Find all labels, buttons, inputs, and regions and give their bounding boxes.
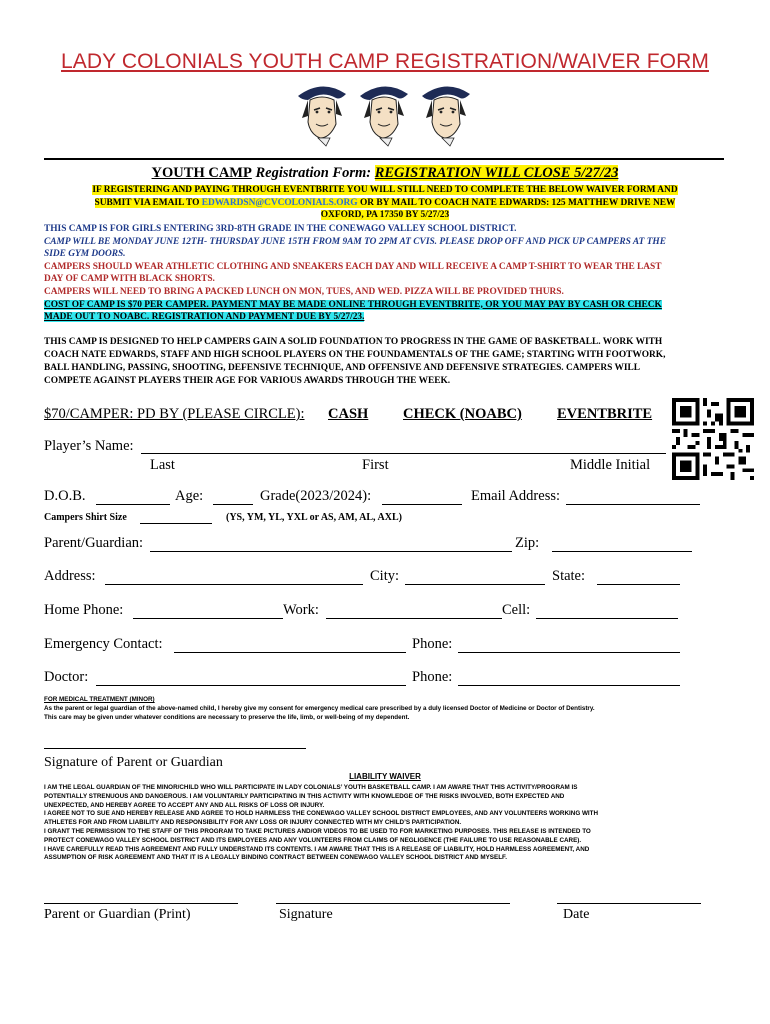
mascot-logo-row (296, 78, 476, 148)
doctor-phone-label: Phone: (412, 669, 453, 685)
pirate-mascot-head-icon (420, 78, 472, 148)
last-name-label: Last (150, 457, 175, 473)
cost-info: COST OF CAMP IS $70 PER CAMPER. PAYMENT MAY BE MADE ONLINE THROUGH EVENTBRITE, OR YOU MAY PAY BY CASH OR CHECK MADE OUT TO NOABC. REGISTRATION AND PAYMENT DUE BY 5/27/23. (44, 299, 662, 323)
grade-label: Grade(2023/2024): (260, 488, 372, 504)
home-phone-input[interactable] (133, 618, 283, 619)
medical-signature-label: Signature of Parent or Guardian (44, 755, 223, 770)
guardian-print-input[interactable] (44, 903, 238, 904)
cell-phone-input[interactable] (536, 618, 678, 619)
zip-label: Zip: (515, 535, 540, 551)
emergency-phone-label: Phone: (412, 636, 453, 652)
payment-option-cash[interactable]: CASH (328, 406, 369, 422)
grade-input[interactable] (382, 504, 462, 505)
pirate-mascot-head-icon (296, 78, 348, 148)
guardian-signature-input[interactable] (276, 903, 510, 904)
date-input[interactable] (557, 903, 701, 904)
camp-info (44, 223, 734, 324)
player-name-input[interactable] (141, 453, 666, 454)
clothing-info: CAMPERS SHOULD WEAR ATHLETIC CLOTHING AND SNEAKERS EACH DAY AND WILL RECEIVE A CAMP T-SHIRT TO WEAR THE LAST DAY OF CAMP WITH BLACK SHORTS. (44, 261, 662, 285)
age-input[interactable] (213, 504, 253, 505)
lunch-info: CAMPERS WILL NEED TO BRING A PACKED LUNCH ON MON, TUES, AND WED. PIZZA WILL BE PROVIDED THURS. (44, 286, 564, 297)
page-title: LADY COLONIALS YOUTH CAMP REGISTRATION/WAIVER FORM (61, 50, 709, 73)
waiver-heading: LIABILITY WAIVER (349, 772, 421, 781)
grades-info: THIS CAMP IS FOR GIRLS ENTERING 3RD-8TH GRADE IN THE CONEWAGO VALLEY SCHOOL DISTRICT. (44, 224, 517, 234)
emergency-phone-input[interactable] (458, 652, 680, 653)
doctor-label: Doctor: (44, 669, 89, 685)
date-label: Date (563, 907, 590, 922)
state-input[interactable] (597, 584, 680, 585)
pirate-mascot-head-icon (358, 78, 410, 148)
email-label: Email Address: (471, 488, 561, 504)
shirt-size-input[interactable] (140, 523, 212, 524)
state-label: State: (552, 568, 586, 584)
home-phone-label: Home Phone: (44, 602, 124, 618)
middle-initial-label: Middle Initial (570, 457, 651, 473)
parent-input[interactable] (150, 551, 512, 552)
dob-input[interactable] (96, 504, 170, 505)
zip-input[interactable] (552, 551, 692, 552)
medical-text: As the parent or legal guardian of the above-named child, I hereby give my consent for emergency medical care prescribed by a duly licensed Doctor of Medicine or Doctor of Dentistry. This care may be given under whatever conditions are necessary to preserve the life, limb, or well-being of my dependent. (44, 705, 595, 721)
shirt-size-options: (YS, YM, YL, YXL or AS, AM, AL, AXL) (226, 512, 402, 523)
emergency-contact-label: Emergency Contact: (44, 636, 163, 652)
address-input[interactable] (105, 584, 363, 585)
eventbrite-notice: IF REGISTERING AND PAYING THROUGH EVENTBRITE YOU WILL STILL NEED TO COMPLETE THE BELOW WAIVER FORM AND SUBMIT VIA EMAIL TO EDWARDSN@CVCOLONIALS.ORG OR BY MAIL TO COACH NATE EDWARDS: 125 MATTHEW DRIVE NEW OXFORD, PA 17350 BY 5/27/23 (92, 185, 678, 221)
cell-phone-label: Cell: (502, 602, 531, 618)
parent-label: Parent/Guardian: (44, 535, 144, 551)
emergency-contact-input[interactable] (174, 652, 406, 653)
camp-description: THIS CAMP IS DESIGNED TO HELP CAMPERS GAIN A SOLID FOUNDATION TO PROGRESS IN THE GAME OF BASKETBALL. WORK WITH COACH NATE EDWARDS, STAFF AND HIGH SCHOOL PLAYERS ON THE FOUNDAMENTALS OF THE GAME; STARTING WITH FOOTWORK, BALL HANDLING, PASSING, SHOOTING, DEFENSIVE TECHNIQUE, AND OFFENSIVE AND DEFENSIVE STRATEGIES. CAMPERS WILL COMPETE AGAINST PLAYERS THEIR AGE FOR VARIOUS AWARDS THROUGH THE WEEK. (44, 337, 666, 386)
first-name-label: First (362, 457, 389, 473)
guardian-signature-label: Signature (279, 907, 333, 922)
dates-info: CAMP WILL BE MONDAY JUNE 12TH- THURSDAY JUNE 15TH FROM 9AM TO 2PM AT CVIS. PLEASE DROP OFF AND PICK UP CAMPERS AT THE SIDE GYM DOORS. (44, 236, 666, 260)
waiver-text: I AM THE LEGAL GUARDIAN OF THE MINOR/CHILD WHO WILL PARTICIPATE IN LADY COLONIALS’ YOUTH BASKETBALL CAMP. I AM AWARE THAT THIS ACTIVITY/PROGRAM IS POTENTIALLY STRENUOUS AND DANGEROUS. I AM VOLUNTARILY PARTICIPATING IN THIS ACTIVITY WITH KNOWLEDGE OF THE RISKS INVOLVED, BOTH EXPECTED AND UNEXPECTED, AND HEREBY AGREE TO ACCEPT ANY AND ALL RISKS OF LOSS OR INJURY. I AGREE NOT TO SUE AND HEREBY RELEASE AND AGREE TO HOLD HARMLESS THE CONEWAGO VALLEY SCHOOL DISTRICT EMPLOYEES, AND ANY VOLUNTEERS WORKING WITH ATHLETES FOR AND FROM LIABILITY AND RESPONSIBILITY FOR ANY LOSS OR INJURY CONNECTED WITH MY CHILD’S PARTICIPATION. I GRANT THE PERMISSION TO THE STAFF OF THIS PROGRAM TO TAKE PICTURES AND/OR VIDEOS TO BE USED TO FOR MARKETING PURPOSES. THIS RELEASE IS INTENDED TO PROTECT CONEWAGO VALLEY SCHOOL DISTRICT AND ITS EMPLOYEES AND ANY VOLUNTEERS FROM CLAIMS OF NEGLIGENCE (THE FAILURE TO USE REASONABLE CARE). I HAVE CAREFULLY READ THIS AGREEMENT AND FULLY UNDERSTAND ITS CONTENTS. I AM AWARE THAT THIS IS A RELEASE OF LIABILITY, HOLD HARMLESS AGREEMENT, AND ASSUMPTION OF RISK AGREEMENT AND THAT IT IS A LEGALLY BINDING CONTRACT BETWEEN CONEWAGO VALLEY SCHOOL DISTRICT AND MYSELF. (44, 784, 599, 862)
guardian-print-label: Parent or Guardian (Print) (44, 907, 191, 922)
dob-label: D.O.B. (44, 488, 86, 504)
email-link[interactable]: EDWARDSN@CVCOLONIALS.ORG (201, 197, 358, 208)
doctor-phone-input[interactable] (458, 685, 680, 686)
registration-heading: YOUTH CAMP Registration Form: REGISTRATION WILL CLOSE 5/27/23 (151, 165, 619, 181)
work-phone-label: Work: (283, 602, 319, 618)
header-divider (44, 158, 724, 160)
payment-option-eventbrite[interactable]: EVENTBRITE (557, 406, 653, 422)
doctor-input[interactable] (96, 685, 406, 686)
medical-signature-input[interactable] (44, 748, 306, 749)
email-input[interactable] (566, 504, 700, 505)
age-label: Age: (175, 488, 204, 504)
qr-code-icon[interactable] (672, 398, 754, 480)
city-label: City: (370, 568, 400, 584)
address-label: Address: (44, 568, 96, 584)
medical-heading: FOR MEDICAL TREATMENT (MINOR) (44, 696, 155, 703)
payment-label: $70/CAMPER: PD BY (PLEASE CIRCLE): (44, 406, 305, 422)
player-name-row: Player’s Name: (44, 438, 134, 454)
payment-option-check[interactable]: CHECK (NOABC) (403, 406, 522, 422)
city-input[interactable] (405, 584, 545, 585)
work-phone-input[interactable] (326, 618, 502, 619)
shirt-size-label: Campers Shirt Size (44, 512, 127, 523)
